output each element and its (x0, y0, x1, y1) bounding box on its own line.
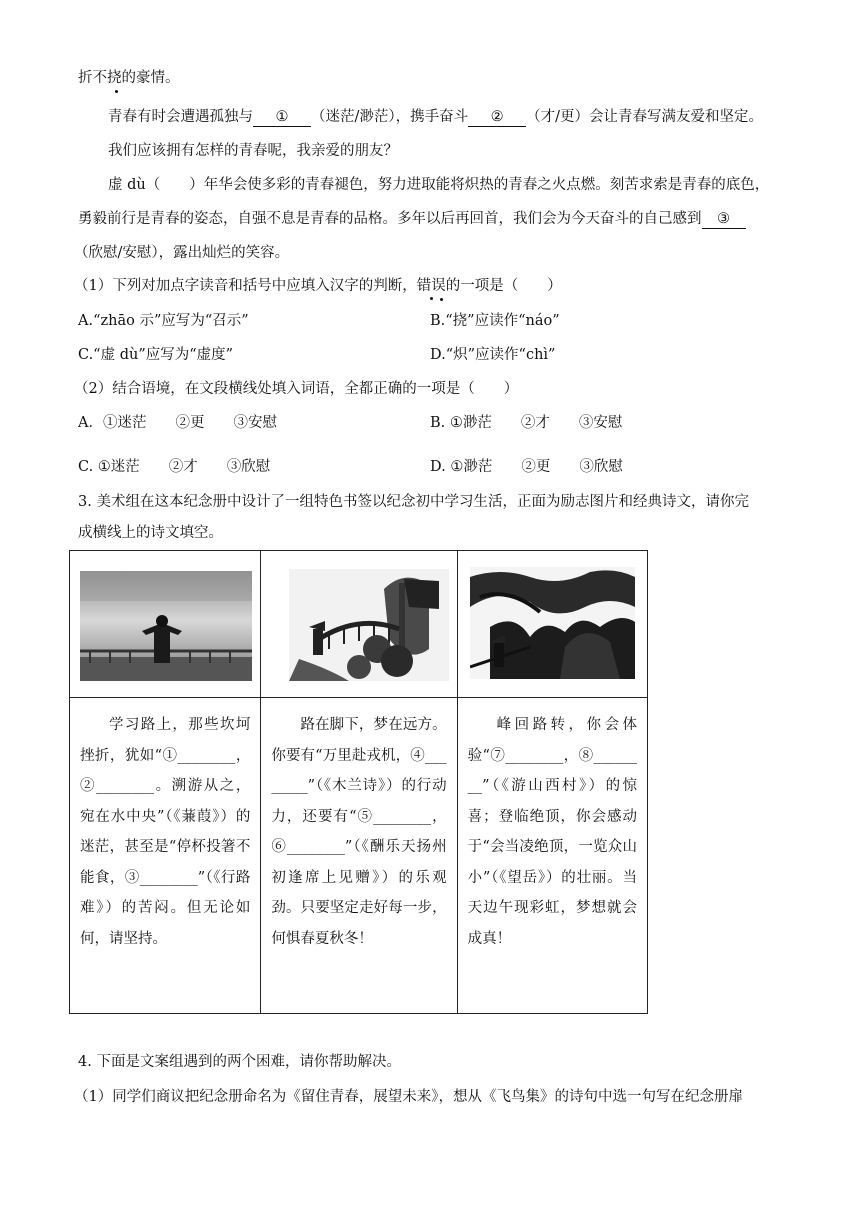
q1-option-c[interactable]: C.“虚 dù”应写为“虚度” (78, 347, 234, 363)
bookmark-image-1 (70, 551, 261, 698)
text-line-top: 折不挠的豪情。 (78, 70, 180, 86)
emphasis-dot (115, 90, 118, 93)
question-4-line-2: （1）同学们商议把纪念册命名为《留住青春，展望未来》，想从《飞鸟集》的诗句中选一句写在纪念册扉 (74, 1089, 743, 1105)
emphasis-dot (440, 298, 443, 301)
scholar-on-bridge-illustration (80, 571, 252, 681)
traveler-on-bridge-illustration (289, 569, 449, 681)
paragraph-3b: 勇毅前行是青春的姿态，自强不息是青春的品格。多年以后再回首，我们会为今天奋斗的自己感到 ③ (78, 209, 746, 229)
q2-option-d[interactable]: D. ①渺茫 ②更 ③欣慰 (430, 459, 623, 475)
question-4-line-1: 4. 下面是文案组遇到的两个困难，请你帮助解决。 (78, 1054, 401, 1070)
question-1-stem: （1）下列对加点字读音和括号中应填入汉字的判断，错误的一项是（ ） (74, 278, 562, 294)
blank-3: ③ (702, 210, 746, 229)
mountain-path-illustration (470, 567, 635, 679)
paragraph-2: 我们应该拥有怎样的青春呢，我亲爱的朋友？ (108, 143, 398, 159)
bookmark-image-3 (457, 551, 647, 698)
q2-option-a[interactable]: A．①迷茫 ②更 ③安慰 (78, 415, 277, 431)
bookmark-image-2 (261, 551, 457, 698)
bookmark-table (69, 550, 648, 1014)
question-3-line-2: 成横线上的诗文填空。 (78, 525, 223, 541)
q1-option-d[interactable]: D.“炽”应读作“chì” (430, 347, 556, 363)
q1-option-b[interactable]: B.“挠”应读作“náo” (430, 313, 560, 329)
question-2-stem: （2）结合语境，在文段横线处填入词语，全都正确的一项是（ ） (74, 381, 519, 397)
bookmark-text-2: 路在脚下，梦在远方。你要有“万里赴戎机，④________”（《木兰诗》）的行动力，还要有“⑤________，⑥________”（《酬乐天扬州初逢席上见赠》）的乐观劲。只要坚定走好每一步，何惧春夏秋冬！ (261, 698, 457, 1014)
blank-2: ② (468, 108, 526, 127)
q1-option-a[interactable]: A.“zhāo 示”应写为“召示” (78, 313, 249, 329)
q2-option-c[interactable]: C. ①迷茫 ②才 ③欣慰 (78, 459, 271, 475)
bookmark-text-3: 峰回路转，你会体验“⑦________，⑧________”（《游山西村》）的惊喜；登临绝顶，你会感动于“会当凌绝顶，一览众山小”（《望岳》）的壮丽。当天边午现彩虹，梦想就会成真！ (457, 698, 647, 1014)
paragraph-3a: 虚 dù（ ）年华会使多彩的青春褪色，努力进取能将炽热的青春之火点燃。刻苦求索是青春的底色， (108, 177, 770, 193)
question-3-line-1: 3. 美术组在这本纪念册中设计了一组特色书签以纪念初中学习生活，正面为励志图片和经典诗文，请你完 (78, 494, 749, 510)
q2-option-b[interactable]: B. ①渺茫 ②才 ③安慰 (430, 415, 623, 431)
paragraph-1: 青春有时会遭遇孤独与 ① （迷茫/渺茫），携手奋斗 ② （才/更）会让青春写满友爱和坚定。 (108, 109, 764, 125)
paragraph-3c: （欣慰/安慰），露出灿烂的笑容。 (74, 245, 290, 261)
bookmark-text-1: 学习路上，那些坎坷挫折，犹如“①________，②________。溯游从之，宛在水中央”（《蒹葭》）的迷茫，甚至是“停杯投箸不能食，③________”（《行路难》）的苦闷。但无论如何，请坚持。 (70, 698, 261, 1014)
blank-1: ① (253, 108, 311, 127)
